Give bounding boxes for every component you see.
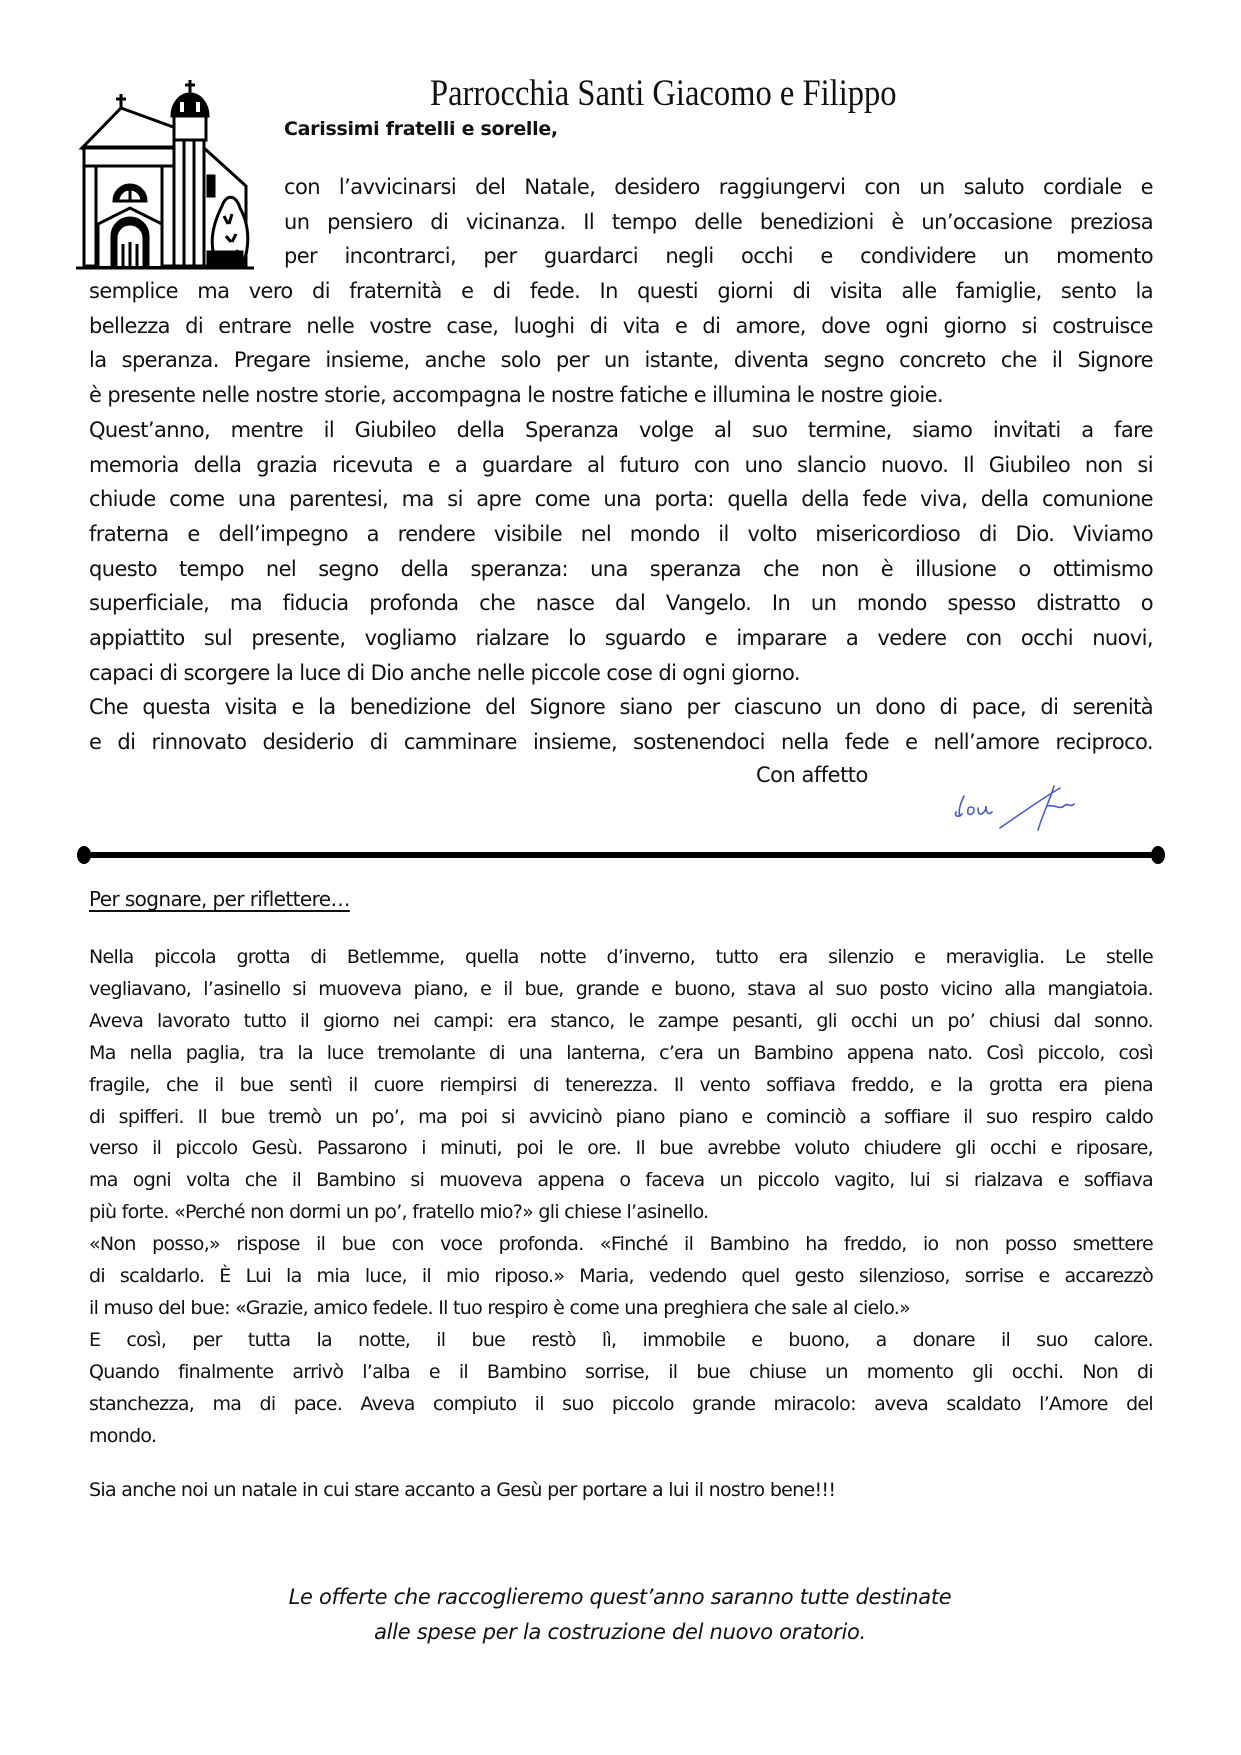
story-line: E così, per tutta la notte, il bue restò lì, immobile e buono, a donare il suo calore. — [89, 1328, 1153, 1351]
story-final-line: Sia anche noi un natale in cui stare accanto a Gesù per portare a lui il nostro bene!!! — [89, 1479, 836, 1501]
story-line: ma ogni volta che il Bambino si muoveva appena o faceva un piccolo vagito, lui si rialzava e soffiava — [89, 1169, 1153, 1192]
letter-body — [89, 274, 1153, 760]
letter-line: capaci di scorgere la luce di Dio anche nelle piccole cose di ogni giorno. — [89, 660, 800, 685]
story-title: Per sognare, per riflettere… — [89, 887, 350, 911]
story-line: «Non posso,» rispose il bue con voce profonda. «Finché il Bambino ha freddo, io non posso smettere — [89, 1233, 1153, 1256]
signature — [950, 770, 1100, 840]
letter-line: e di rinnovato desiderio di camminare insieme, sostenendoci nella fede e nell’amore reciproco. — [89, 730, 1153, 755]
letter-line: un pensiero di vicinanza. Il tempo delle benedizioni è un’occasione preziosa — [284, 209, 1153, 234]
letter-line: memoria della grazia ricevuta e a guardare al futuro con uno slancio nuovo. Il Giubileo non si — [89, 452, 1153, 477]
letter-line: superficiale, ma fiducia profonda che nasce dal Vangelo. In un mondo spesso distratto o — [89, 591, 1153, 616]
letter-line: Che questa visita e la benedizione del Signore siano per ciascuno un dono di pace, di serenità — [89, 695, 1153, 720]
letter-line: semplice ma vero di fraternità e di fede. In questi giorni di visita alle famiglie, sento la — [89, 279, 1153, 303]
letter-closing: Con affetto — [756, 763, 868, 787]
letter-line: con l’avvicinarsi del Natale, desidero raggiungervi con un saluto cordiale e — [284, 175, 1153, 199]
letter-line: è presente nelle nostre storie, accompagna le nostre fatiche e illumina le nostre gioie. — [89, 383, 944, 408]
story-line: Nella piccola grotta di Betlemme, quella notte d’inverno, tutto era silenzio e meraviglia. Le stelle — [89, 946, 1153, 968]
letter-line: fraterna e dell’impegno a rendere visibile nel mondo il volto misericordioso di Dio. Viviamo — [89, 521, 1153, 546]
story-line: Quando finalmente arrivò l’alba e il Bambino sorrise, il bue chiuse un momento gli occhi. Non di — [89, 1360, 1153, 1383]
story-line: di spifferi. Il bue tremò un po’, ma poi si avvicinò piano piano e cominciò a soffiare il suo respiro caldo — [89, 1105, 1153, 1128]
offerings-note — [170, 1580, 1070, 1650]
section-divider — [76, 844, 1166, 866]
letter-salutation: Carissimi fratelli e sorelle, — [284, 118, 558, 140]
story-line: Ma nella paglia, tra la luce tremolante di una lanterna, c’era un Bambino appena nato. Così piccolo, così — [89, 1041, 1153, 1064]
offerings-note-line: alle spese per la costruzione del nuovo oratorio. — [374, 1620, 866, 1644]
letter-line: bellezza di entrare nelle vostre case, luoghi di vita e di amore, dove ogni giorno si costruisce — [89, 313, 1153, 338]
story-line: mondo. — [89, 1424, 157, 1447]
story-line: vegliavano, l’asinello si muoveva piano, e il bue, grande e buono, stava al suo posto vicino alla mangiatoia. — [89, 977, 1153, 1000]
story-line: fragile, che il bue sentì il cuore riempirsi di tenerezza. Il vento soffiava freddo, e la grotta era piena — [89, 1073, 1153, 1096]
story-line: più forte. «Perché non dormi un po’, fratello mio?» gli chiese l’asinello. — [89, 1201, 709, 1224]
story-body — [89, 942, 1153, 1453]
letter-line: appiattito sul presente, vogliamo rialzare lo sguardo e imparare a vedere con occhi nuovi, — [89, 626, 1153, 651]
letter-line: per incontrarci, per guardarci negli occhi e condividere un momento — [284, 244, 1153, 269]
story-line: di scaldarlo. È Lui la mia luce, il mio riposo.» Maria, vedendo quel gesto silenzioso, sorrise e accarezzò — [89, 1265, 1153, 1288]
letter-intro — [284, 170, 1153, 274]
letter-line: chiude come una parentesi, ma si apre come una porta: quella della fede viva, della comunione — [89, 487, 1153, 512]
story-line: verso il piccolo Gesù. Passarono i minuti, poi le ore. Il bue avrebbe voluto chiudere gli occhi e riposare, — [89, 1137, 1153, 1160]
letter-line: la speranza. Pregare insieme, anche solo per un istante, diventa segno concreto che il Signore — [89, 348, 1153, 373]
story-line: stanchezza, ma di pace. Aveva compiuto il suo piccolo grande miracolo: aveva scaldato l’Amore del — [89, 1392, 1153, 1415]
story-line: il muso del bue: «Grazie, amico fedele. Il tuo respiro è come una preghiera che sale al cielo.» — [89, 1296, 911, 1319]
letter-line: Quest’anno, mentre il Giubileo della Speranza volge al suo termine, siamo invitati a fare — [89, 417, 1153, 442]
story-line: Aveva lavorato tutto il giorno nei campi: era stanco, le zampe pesanti, gli occhi un po’ chiusi dal sonno. — [89, 1009, 1153, 1032]
parish-title: Parrocchia Santi Giacomo e Filippo — [430, 73, 897, 114]
letter-line: questo tempo nel segno della speranza: una speranza che non è illusione o ottimismo — [89, 556, 1153, 581]
offerings-note-line: Le offerte che raccoglieremo quest’anno saranno tutte destinate — [288, 1585, 952, 1609]
church-icon — [76, 76, 254, 272]
